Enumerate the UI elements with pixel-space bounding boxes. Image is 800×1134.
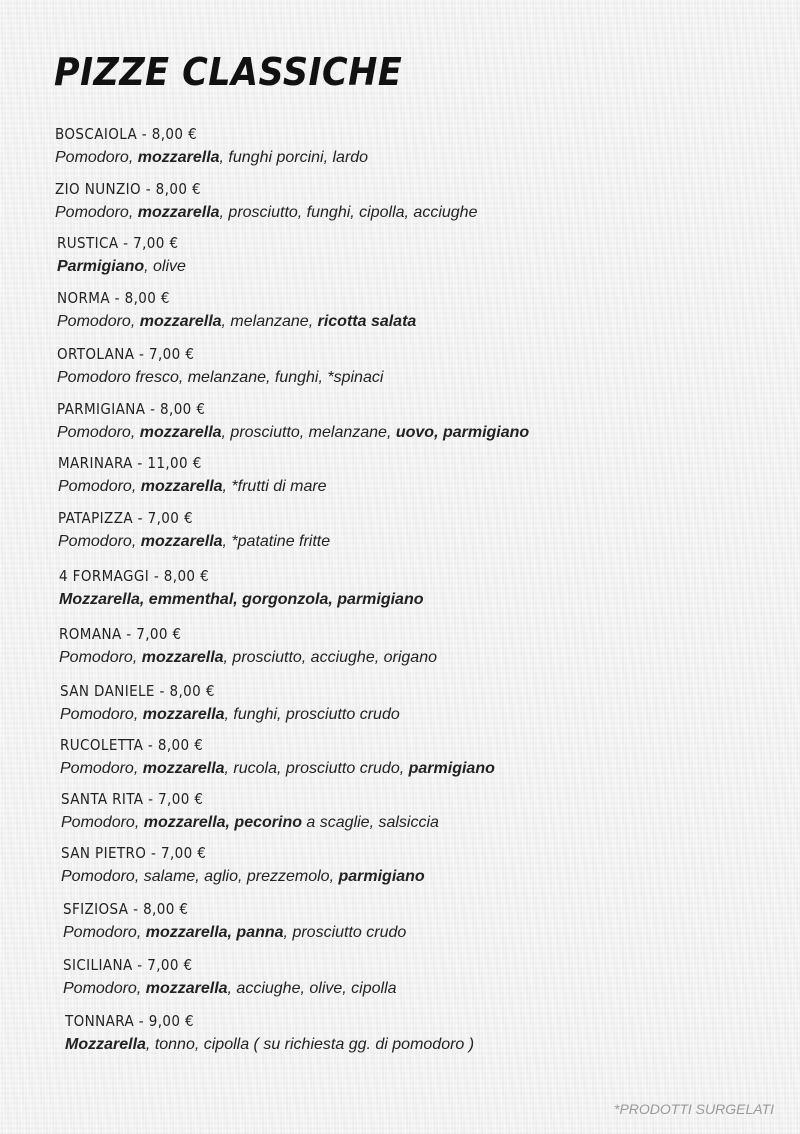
item-description (55, 202, 477, 224)
item-price: 7,00 € (147, 956, 193, 974)
ingredient-highlight: mozzarella (137, 204, 220, 221)
menu-item-header: ORTOLANA - 7,00 € (57, 345, 195, 363)
menu-item-santa-rita (61, 789, 439, 834)
item-description (61, 866, 425, 888)
menu-item-sfiziosa (63, 899, 406, 944)
ingredient-highlight: mozzarella (141, 649, 224, 666)
item-name: SAN DANIELE (60, 682, 155, 700)
item-price: 8,00 € (157, 736, 204, 754)
item-name: ORTOLANA (57, 345, 135, 363)
menu-item-header: SAN PIETRO - 7,00 € (61, 844, 207, 862)
ingredient-text: Pomodoro, (57, 424, 140, 441)
menu-item-header: NORMA - 8,00 € (57, 289, 170, 307)
menu-item-romana (59, 624, 437, 669)
menu-item-header: BOSCAIOLA - 8,00 € (55, 125, 198, 143)
item-name: NORMA (57, 289, 110, 307)
item-description (63, 978, 397, 1000)
ingredient-text: , melanzane, (221, 313, 318, 330)
menu-item-san-pietro (61, 843, 425, 888)
menu-item-header: RUCOLETTA - 8,00 € (60, 736, 204, 754)
menu-item-header: SFIZIOSA - 8,00 € (63, 900, 189, 918)
ingredient-highlight: Mozzarella (65, 1036, 146, 1053)
item-price: 7,00 € (147, 509, 193, 527)
item-price: 7,00 € (158, 790, 204, 808)
ingredient-text: Pomodoro, (60, 706, 143, 723)
item-name: SFIZIOSA (63, 900, 129, 918)
menu-item-parmigiana (57, 399, 529, 444)
item-description (63, 922, 406, 944)
menu-item-rustica (57, 233, 186, 278)
footnote-frozen-products: *PRODOTTI SURGELATI (614, 1101, 774, 1117)
menu-item-header: TONNARA - 9,00 € (65, 1012, 195, 1030)
ingredient-text: , prosciutto, acciughe, origano (223, 649, 437, 666)
ingredient-highlight: uovo, parmigiano (395, 424, 530, 441)
item-name: 4 FORMAGGI (59, 567, 150, 585)
menu-item-header: PARMIGIANA - 8,00 € (57, 400, 206, 418)
ingredient-text: a scaglie, salsiccia (301, 814, 439, 831)
item-price: 8,00 € (169, 682, 215, 700)
item-description (57, 422, 529, 444)
item-description (59, 647, 437, 669)
item-description (59, 589, 424, 611)
menu-item-header: MARINARA - 11,00 € (58, 454, 202, 472)
ingredient-text: , tonno, cipolla ( su richiesta gg. di pomodoro ) (145, 1036, 475, 1053)
item-name: SAN PIETRO (61, 844, 147, 862)
item-name: PARMIGIANA (57, 400, 146, 418)
item-name: ROMANA (59, 625, 122, 643)
ingredient-highlight: Mozzarella, emmenthal, gorgonzola, parmigiano (59, 591, 424, 608)
ingredient-text: Pomodoro, (55, 204, 138, 221)
item-price: 7,00 € (136, 625, 182, 643)
menu-item-header: 4 FORMAGGI - 8,00 € (59, 567, 210, 585)
item-description (57, 311, 416, 333)
item-description (57, 256, 186, 278)
menu-item-zio-nunzio (55, 179, 477, 224)
ingredient-text: Pomodoro, (59, 649, 142, 666)
menu-item-boscaiola (55, 124, 368, 169)
ingredient-highlight: mozzarella (142, 706, 225, 723)
item-description (65, 1034, 474, 1056)
menu-item-4-formaggi (59, 566, 424, 611)
item-description (58, 476, 327, 498)
ingredient-text: , acciughe, olive, cipolla (227, 980, 397, 997)
ingredient-text: , *patatine fritte (222, 533, 331, 550)
menu-item-header: ROMANA - 7,00 € (59, 625, 182, 643)
menu-item-rucoletta (60, 735, 495, 780)
item-name: RUCOLETTA (60, 736, 144, 754)
menu-item-header: SICILIANA - 7,00 € (63, 956, 193, 974)
ingredient-text: , rucola, prosciutto crudo, (224, 760, 409, 777)
item-price: 8,00 € (143, 900, 189, 918)
item-price: 8,00 € (155, 180, 201, 198)
ingredient-text: , funghi, prosciutto crudo (224, 706, 400, 723)
item-name: TONNARA (65, 1012, 135, 1030)
item-description (61, 812, 439, 834)
ingredient-highlight: mozzarella (137, 149, 220, 166)
menu-title: PIZZE CLASSICHE (54, 50, 403, 94)
item-name: ZIO NUNZIO (55, 180, 142, 198)
item-name: BOSCAIOLA (55, 125, 138, 143)
menu-item-marinara (58, 453, 327, 498)
ingredient-highlight: mozzarella (145, 980, 228, 997)
ingredient-highlight: ricotta salata (317, 313, 417, 330)
ingredient-text: Pomodoro fresco, melanzane, funghi, *spinaci (57, 369, 384, 386)
item-name: MARINARA (58, 454, 133, 472)
ingredient-text: Pomodoro, (61, 814, 144, 831)
ingredient-highlight: Parmigiano (57, 258, 145, 275)
item-description (60, 758, 495, 780)
ingredient-text: Pomodoro, (57, 313, 140, 330)
item-price: 11,00 € (147, 454, 202, 472)
item-price: 7,00 € (149, 345, 195, 363)
item-description (58, 531, 330, 553)
ingredient-highlight: mozzarella (139, 424, 222, 441)
ingredient-text: Pomodoro, salame, aglio, prezzemolo, (61, 868, 339, 885)
item-price: 8,00 € (160, 400, 206, 418)
ingredient-highlight: mozzarella (139, 313, 222, 330)
ingredient-text: , prosciutto crudo (283, 924, 407, 941)
menu-item-norma (57, 288, 416, 333)
ingredient-text: Pomodoro, (55, 149, 138, 166)
ingredient-highlight: mozzarella (140, 533, 223, 550)
ingredient-text: , prosciutto, melanzane, (221, 424, 396, 441)
ingredient-text: Pomodoro, (63, 980, 146, 997)
ingredient-highlight: mozzarella, pecorino (143, 814, 302, 831)
ingredient-highlight: mozzarella (140, 478, 223, 495)
item-price: 7,00 € (133, 234, 179, 252)
menu-item-san-daniele (60, 681, 400, 726)
item-description (60, 704, 400, 726)
ingredient-text: Pomodoro, (58, 478, 141, 495)
ingredient-text: Pomodoro, (63, 924, 146, 941)
menu-item-header: ZIO NUNZIO - 8,00 € (55, 180, 201, 198)
ingredient-highlight: mozzarella (142, 760, 225, 777)
item-description (55, 147, 368, 169)
item-name: PATAPIZZA (58, 509, 133, 527)
ingredient-text: Pomodoro, (58, 533, 141, 550)
ingredient-text: , funghi porcini, lardo (219, 149, 369, 166)
item-description (57, 367, 383, 389)
item-name: RUSTICA (57, 234, 119, 252)
ingredient-text: , *frutti di mare (222, 478, 327, 495)
menu-item-patapizza (58, 508, 330, 553)
item-price: 9,00 € (148, 1012, 195, 1030)
menu-item-ortolana (57, 344, 383, 389)
ingredient-highlight: mozzarella, panna (145, 924, 284, 941)
menu-item-header: SANTA RITA - 7,00 € (61, 790, 204, 808)
menu-item-header: PATAPIZZA - 7,00 € (58, 509, 193, 527)
menu-item-siciliana (63, 955, 397, 1000)
item-price: 8,00 € (151, 125, 198, 143)
ingredient-highlight: parmigiano (338, 868, 425, 885)
item-name: SICILIANA (63, 956, 133, 974)
ingredient-text: , prosciutto, funghi, cipolla, acciughe (219, 204, 478, 221)
item-price: 8,00 € (163, 567, 210, 585)
menu-item-header: RUSTICA - 7,00 € (57, 234, 179, 252)
item-name: SANTA RITA (61, 790, 144, 808)
item-price: 7,00 € (160, 844, 207, 862)
ingredient-text: , olive (144, 258, 186, 275)
menu-item-header: SAN DANIELE - 8,00 € (60, 682, 215, 700)
item-price: 8,00 € (124, 289, 170, 307)
menu-item-tonnara (65, 1011, 474, 1056)
ingredient-highlight: parmigiano (408, 760, 495, 777)
ingredient-text: Pomodoro, (60, 760, 143, 777)
